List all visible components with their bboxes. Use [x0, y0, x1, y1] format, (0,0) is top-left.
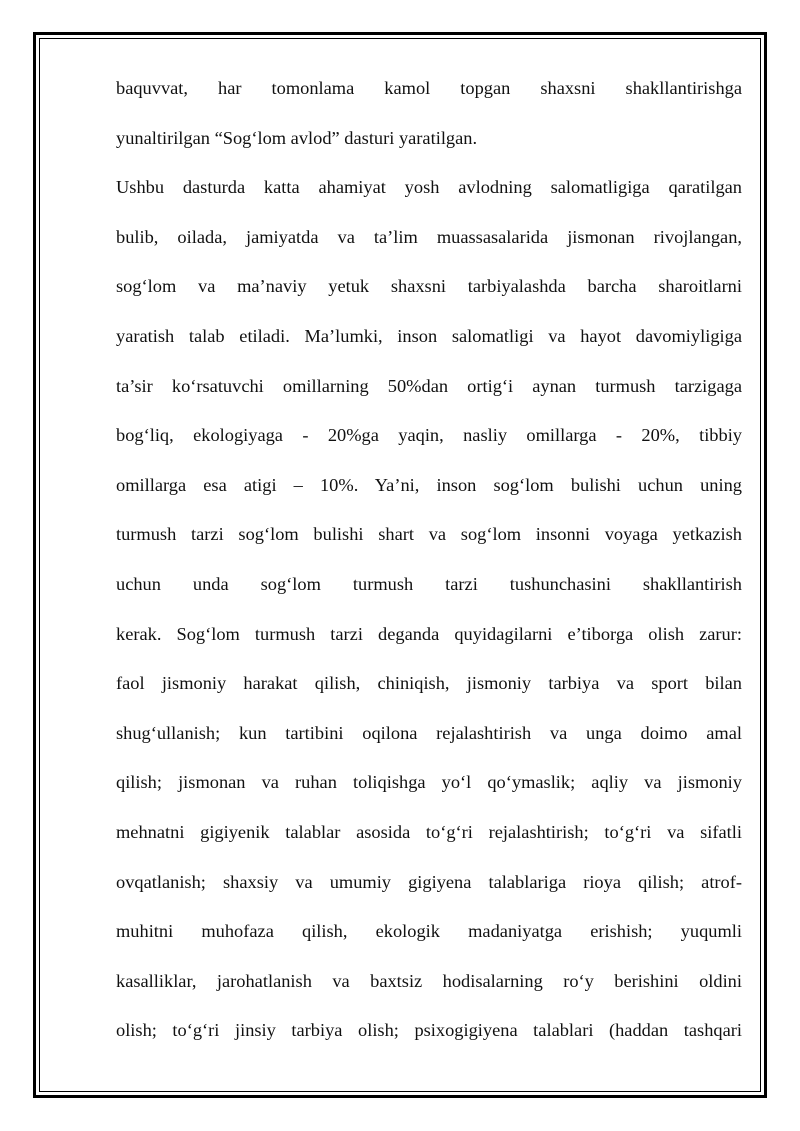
text-line: qilish; jismonan va ruhan toliqishga yo‘l qo‘ymaslik; aqliy va jismoniy: [116, 772, 742, 793]
text-line: shug‘ullanish; kun tartibini oqilona rejalashtirish va unga doimo amal: [116, 722, 742, 743]
text-line: uchun unda sog‘lom turmush tarzi tushunchasini shakllantirish: [116, 573, 742, 594]
text-line: bulib, oilada, jamiyatda va ta’lim muassasalarida jismonan rivojlangan,: [116, 226, 742, 247]
text-line: faol jismoniy harakat qilish, chiniqish, jismoniy tarbiya va sport bilan: [116, 673, 742, 694]
paragraph-2: [116, 163, 742, 1056]
text-line: yaratish talab etiladi. Ma’lumki, inson salomatligi va hayot davomiyligiga: [116, 325, 742, 346]
text-line: baquvvat, har tomonlama kamol topgan shaxsni shakllantirishga: [116, 78, 742, 98]
text-line: olish; to‘g‘ri jinsiy tarbiya olish; psixogigiyena talablari (haddan tashqari: [116, 1020, 742, 1041]
text-line: Ushbu dasturda katta ahamiyat yosh avlodning salomatligiga qaratilgan: [116, 177, 742, 198]
text-line: turmush tarzi sog‘lom bulishi shart va sog‘lom insonni voyaga yetkazish: [116, 524, 742, 545]
text-line: mehnatni gigiyenik talablar asosida to‘g‘ri rejalashtirish; to‘g‘ri va sifatli: [116, 821, 742, 842]
text-line: bog‘liq, ekologiyaga - 20%ga yaqin, nasliy omillarga - 20%, tibbiy: [116, 425, 742, 446]
text-line: sog‘lom va ma’naviy yetuk shaxsni tarbiyalashda barcha sharoitlarni: [116, 276, 742, 297]
text-line: kasalliklar, jarohatlanish va baxtsiz hodisalarning ro‘y berishini oldini: [116, 970, 742, 991]
text-line: muhitni muhofaza qilish, ekologik madaniyatga erishish; yuqumli: [116, 921, 742, 942]
text-line: ovqatlanish; shaxsiy va umumiy gigiyena talablariga rioya qilish; atrof-: [116, 871, 742, 892]
text-line: kerak. Sog‘lom turmush tarzi deganda quyidagilarni e’tiborga olish zarur:: [116, 623, 742, 644]
paragraph-1: [116, 64, 742, 163]
text-line: yunaltirilgan “Sog‘lom avlod” dasturi yaratilgan.: [116, 127, 478, 148]
text-line: omillarga esa atigi – 10%. Ya’ni, inson sog‘lom bulishi uchun uning: [116, 474, 742, 495]
document-body: [116, 64, 742, 1056]
text-line: ta’sir ko‘rsatuvchi omillarning 50%dan ortig‘i aynan turmush tarzigaga: [116, 375, 742, 396]
